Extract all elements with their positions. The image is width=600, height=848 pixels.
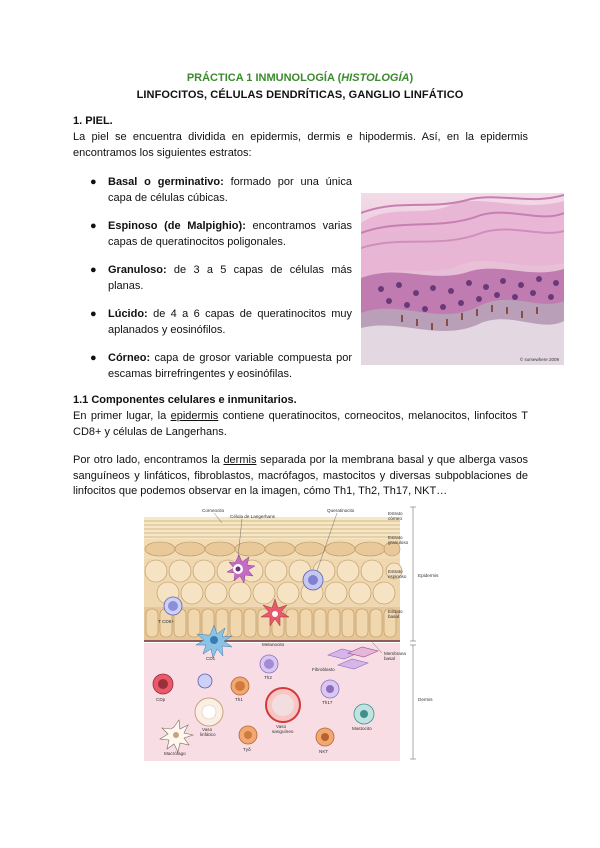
term-epidermis: epidermis [170, 410, 219, 422]
title-main: PRÁCTICA 1 INMUNOLOGÍA ( [186, 72, 342, 84]
list-item [90, 351, 352, 382]
label-blood-1: Vaso [276, 724, 287, 729]
intro-paragraph: La piel se encuentra dividida en epidermis, dermis e hipodermis. Así, en la epidermis encontramos los siguientes estratos: [73, 131, 528, 159]
section-heading-piel: 1. PIEL. [73, 115, 113, 127]
label-tgd: Tγδ [243, 747, 251, 752]
document-subtitle: LINFOCITOS, CÉLULAS DENDRÍTICAS, GANGLIO LINFÁTICO [136, 89, 464, 101]
stratum-term: Córneo: [108, 352, 151, 364]
stratum-desc: encontramos varias capas de queratinocitos poligonales. [108, 220, 352, 248]
label-membrane-2: basal [384, 656, 395, 661]
bullet-icon: ● [90, 176, 97, 188]
histology-image [361, 193, 564, 365]
label-layer-corneum-2: córneo [388, 516, 403, 521]
bullet-icon: ● [90, 308, 97, 320]
cdp-cell [153, 674, 173, 694]
label-membrane-1: Membrana [384, 651, 406, 656]
stratum-desc: de 3 a 5 capas de células más planas. [108, 264, 352, 292]
label-cd8: T CD8+ [158, 619, 174, 624]
stratum-term: Lúcido: [108, 308, 148, 320]
term-dermis: dermis [223, 454, 257, 466]
label-macro: Macrófago [164, 751, 186, 756]
list-item [90, 307, 352, 338]
th17-cell [321, 680, 339, 698]
label-layer-spinosum-1: Estrato [388, 569, 403, 574]
strata-list [90, 175, 352, 395]
cd8-cell [164, 597, 182, 615]
list-item [90, 175, 352, 206]
tgd-cell [239, 726, 257, 744]
document-title [0, 72, 600, 84]
nkt-cell [316, 728, 334, 746]
th2-cell [260, 655, 278, 673]
skin-diagram [142, 503, 467, 761]
stratum-granulosum [144, 539, 400, 559]
stratum-desc: capa de grosor variable compuesta por escamas birrefringentes y eosinófilas. [108, 352, 352, 380]
label-layer-corneum-1: Estrato [388, 511, 403, 516]
label-lymph-1: Vaso [202, 727, 213, 732]
stratum-desc: de 4 a 6 capas de queratinocitos muy aplanados y eosinófilos. [108, 308, 352, 336]
bullet-icon: ● [90, 264, 97, 276]
stratum-term: Basal o germinativo: [108, 176, 224, 188]
label-epidermis: Epidermis [418, 573, 439, 578]
label-cdp: CDp [156, 697, 166, 702]
keratinocyte-highlight [303, 570, 323, 590]
label-th1: Th1 [235, 697, 243, 702]
paragraph-epidermis [73, 409, 528, 440]
label-th17: Th17 [322, 700, 333, 705]
th1-cell [231, 677, 249, 695]
text-span: separada por la membrana basal y que alberga vasos sanguíneos y linfáticos, fibroblastos, macrófagos, mastocitos y diversas subpoblaciones de linfocitos que podemos observar en la imagen, cómo Th1, Th2, Th17, NKT… [73, 454, 528, 497]
label-fibroblasts: Fibroblasto [312, 667, 335, 672]
label-layer-spinosum-2: espinoso [388, 574, 407, 579]
title-italic: HISTOLOGÍA [341, 72, 410, 84]
stratum-term: Granuloso: [108, 264, 167, 276]
bullet-icon: ● [90, 220, 97, 232]
lymphatic-vessel [195, 698, 223, 726]
list-item [90, 263, 352, 294]
label-langerhans: Célula de Langerhans [230, 514, 275, 519]
image-credit: © somewhere 2009 [519, 357, 559, 362]
text-span: contiene queratinocitos, corneocitos, melanocitos, linfocitos T CD8+ y células de Langerhans. [73, 410, 528, 438]
label-layer-granulosum-2: granuloso [388, 540, 409, 545]
stratum-term: Espinoso (de Malpighio): [108, 220, 246, 232]
title-close: ) [409, 72, 414, 84]
list-item [90, 219, 352, 250]
bullet-icon: ● [90, 352, 97, 364]
blood-vessel [266, 688, 300, 722]
stratum-desc: formado por una única capa de células cúbicas. [108, 176, 352, 204]
tgd-cell-small [198, 674, 212, 688]
paragraph-dermis [73, 453, 528, 500]
label-queratinocito: Queratinocito [327, 508, 355, 513]
label-lymph-2: linfático [200, 732, 216, 737]
label-layer-basale-1: Estrato [388, 609, 403, 614]
label-mast: Mastocito [352, 726, 372, 731]
label-cd1: CD1 [206, 656, 216, 661]
stratum-spinosum [144, 559, 402, 607]
section-heading-componentes: 1.1 Componentes celulares e inmunitarios. [73, 394, 297, 406]
label-blood-2: sanguíneo [272, 729, 294, 734]
label-corneocito: Corneocito [202, 508, 225, 513]
text-span: En primer lugar, la [73, 410, 171, 422]
label-nkt: NKT [319, 749, 329, 754]
label-layer-granulosum-1: Estrato [388, 535, 403, 540]
text-span: Por otro lado, encontramos la [73, 454, 224, 466]
label-dermis: Dermis [418, 697, 433, 702]
label-th2: Th2 [264, 675, 272, 680]
mast-cell [354, 704, 374, 724]
label-melanocyte: Melanocito [262, 642, 285, 647]
label-layer-basale-2: basal [388, 614, 399, 619]
